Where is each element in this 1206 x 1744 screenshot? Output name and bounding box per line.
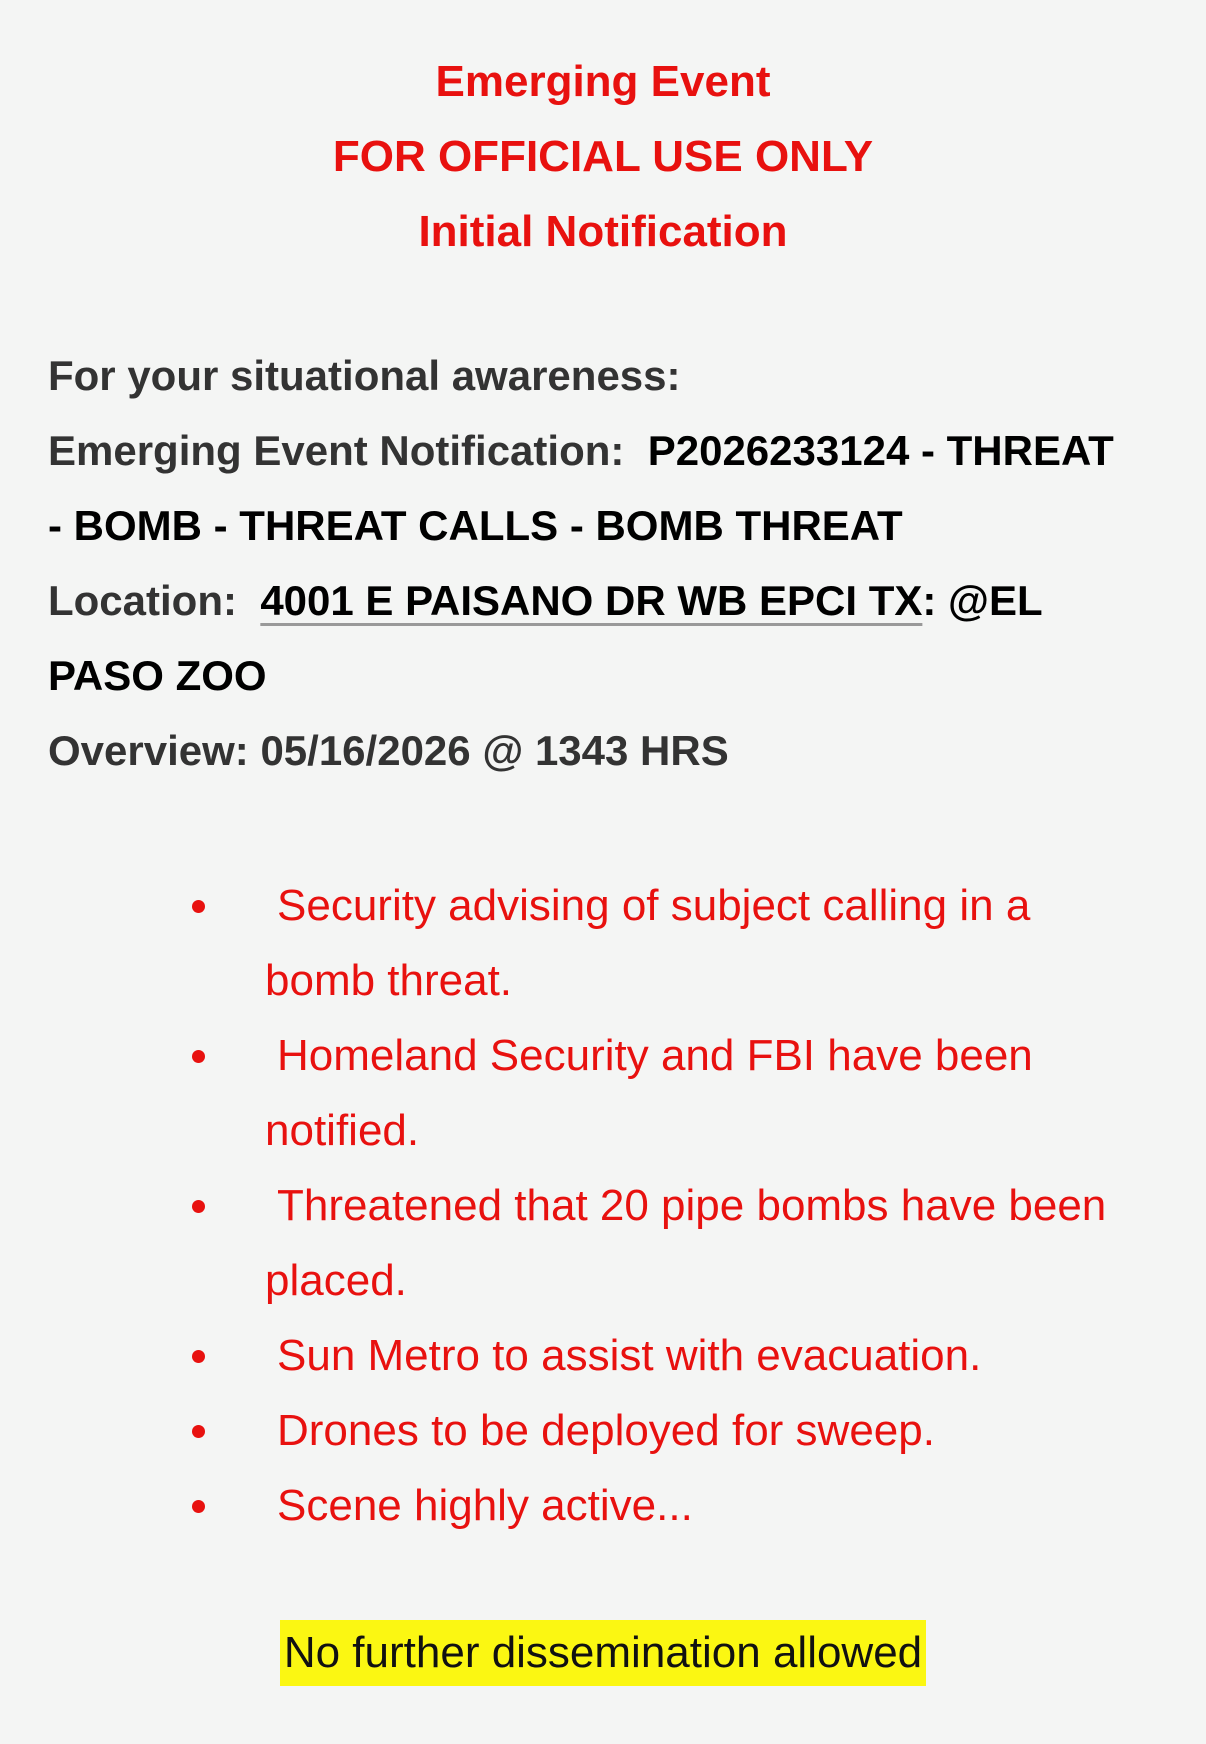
bullet-text: Scene highly active... [277, 1481, 693, 1530]
location-label: Location: [48, 577, 237, 624]
dissemination-highlight: No further dissemination allowed [280, 1620, 926, 1686]
overview-text: Overview: 05/16/2026 @ 1343 HRS [48, 727, 729, 774]
notification-label: Emerging Event Notification: [48, 427, 625, 474]
header-subtitle: Initial Notification [418, 207, 788, 256]
bullet-text: Security advising of subject calling in a bomb threat. [265, 881, 1031, 1005]
bullet-icon [192, 1425, 205, 1438]
bullet-icon [192, 1350, 205, 1363]
location-suffix: : @EL [922, 577, 1043, 624]
intro-text: For your situational awareness: [48, 352, 681, 399]
list-item [0, 1318, 1206, 1393]
list-item [0, 1018, 1206, 1168]
bullet-text: Threatened that 20 pipe bombs have been placed. [265, 1181, 1107, 1305]
location-place: PASO ZOO [48, 652, 267, 699]
location-address-link[interactable]: 4001 E PAISANO DR WB EPCI TX [260, 577, 923, 624]
list-item [0, 1468, 1206, 1543]
list-item [0, 1168, 1206, 1318]
bullet-icon [192, 1200, 205, 1213]
bullet-text: Sun Metro to assist with evacuation. [277, 1331, 982, 1380]
event-bullet-list [0, 868, 1206, 1543]
list-item [0, 868, 1206, 1018]
bullet-text: Homeland Security and FBI have been notified. [265, 1031, 1033, 1155]
bullet-icon [192, 1500, 205, 1513]
header-title: Emerging Event [435, 57, 771, 106]
event-details [48, 338, 1168, 788]
document-header [0, 44, 1206, 269]
bullet-icon [192, 1050, 205, 1063]
notification-type: - BOMB - THREAT CALLS - BOMB THREAT [48, 502, 903, 549]
dissemination-notice [0, 1620, 1206, 1686]
bullet-text: Drones to be deployed for sweep. [277, 1406, 935, 1455]
bullet-icon [192, 900, 205, 913]
list-item [0, 1393, 1206, 1468]
notification-id: P2026233124 - THREAT [647, 427, 1114, 474]
header-classification: FOR OFFICIAL USE ONLY [332, 132, 874, 181]
